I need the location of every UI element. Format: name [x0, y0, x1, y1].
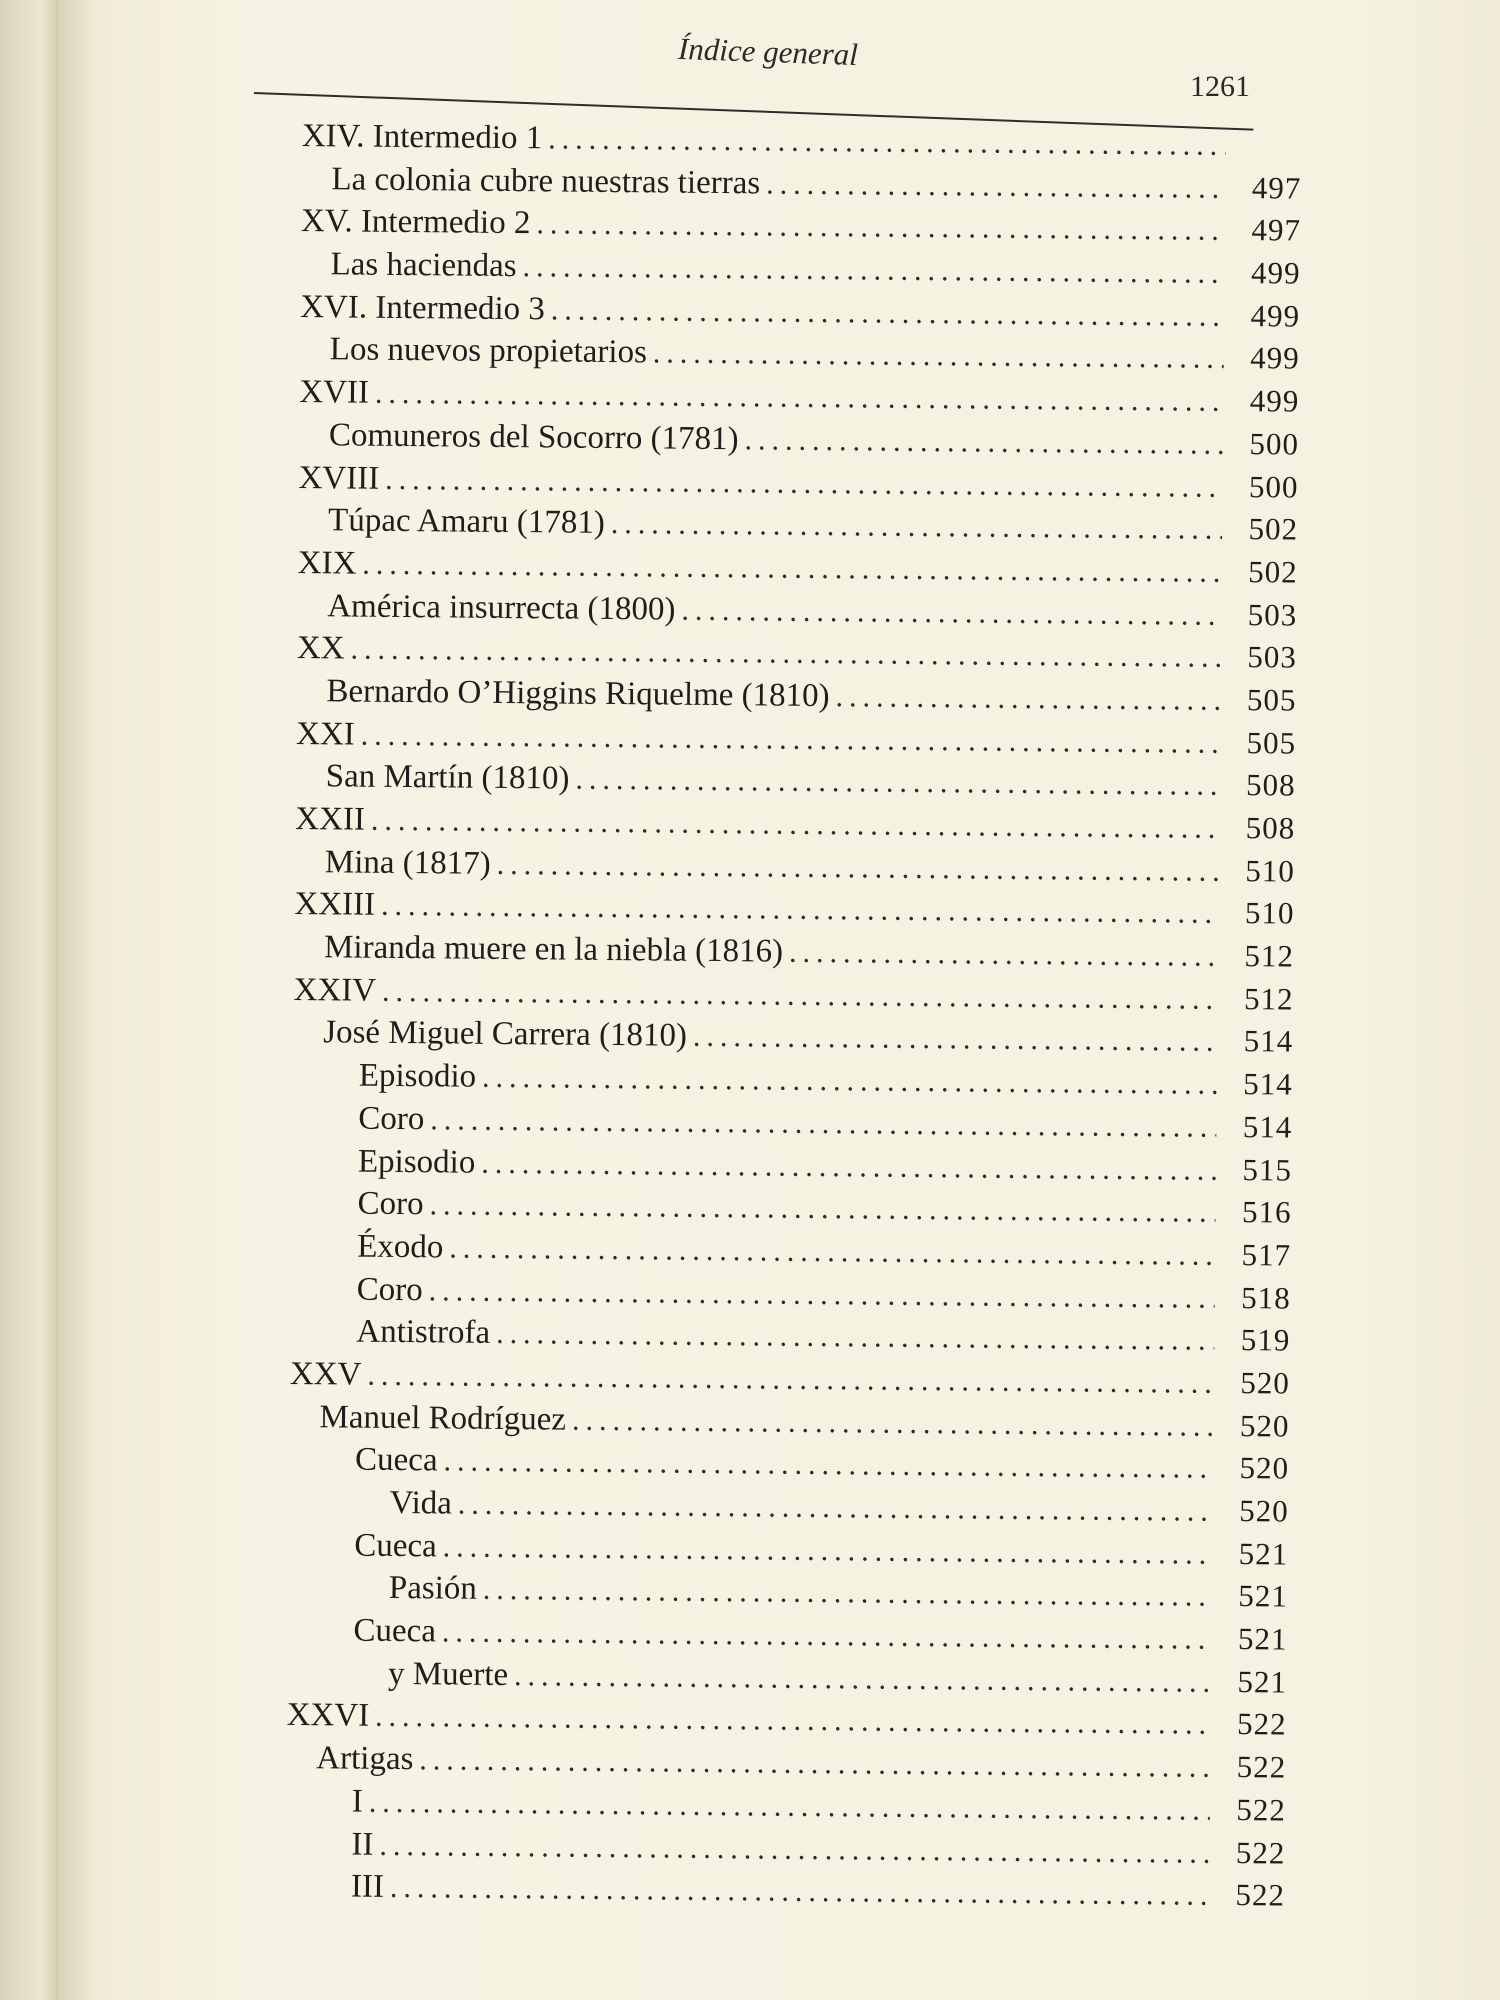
dot-leader	[744, 423, 1223, 462]
dot-leader	[350, 633, 1221, 675]
entry-title: Mina (1817)	[324, 843, 491, 882]
toc-entry	[285, 1868, 1285, 1920]
entry-title: XXI	[295, 715, 355, 753]
entry-page: 519	[1240, 1322, 1291, 1358]
entry-title: XIV. Intermedio 1	[301, 118, 543, 157]
entry-title: y Muerte	[387, 1655, 509, 1693]
entry-page: 515	[1242, 1151, 1293, 1188]
entry-title: I	[351, 1783, 364, 1820]
dot-leader	[390, 1871, 1209, 1913]
dot-leader	[362, 547, 1222, 589]
entry-page: 503	[1247, 639, 1298, 675]
entry-page: 497	[1251, 212, 1302, 248]
entry-title: Éxodo	[356, 1228, 444, 1266]
entry-title: XV. Intermedio 2	[300, 203, 531, 242]
entry-page: 505	[1246, 682, 1297, 718]
entry-title: XXIII	[294, 886, 376, 924]
entry-title: III	[350, 1868, 385, 1906]
dot-leader	[361, 718, 1221, 760]
dot-leader	[575, 763, 1219, 803]
entry-title: XXV	[289, 1355, 362, 1393]
dot-leader	[429, 1274, 1215, 1316]
entry-title: América insurrecta (1800)	[327, 587, 676, 628]
entry-page: 508	[1245, 810, 1296, 846]
dot-leader	[766, 167, 1225, 205]
dot-leader	[693, 1020, 1217, 1059]
dot-leader	[496, 1317, 1214, 1358]
dot-leader	[681, 593, 1221, 632]
dot-leader	[789, 936, 1218, 974]
entry-page: 499	[1250, 297, 1301, 334]
dot-leader	[442, 1615, 1212, 1656]
entry-page: 502	[1248, 511, 1299, 547]
dot-leader	[572, 1403, 1214, 1443]
entry-title: XX	[296, 630, 345, 667]
entry-page: 512	[1244, 938, 1295, 974]
entry-title: Episodio	[357, 1143, 476, 1181]
entry-page: 521	[1237, 1663, 1288, 1700]
entry-title: Pasión	[388, 1570, 478, 1608]
entry-page: 514	[1243, 1066, 1293, 1102]
entry-page: 503	[1247, 596, 1298, 633]
dot-leader	[522, 250, 1224, 291]
dot-leader	[551, 293, 1225, 333]
entry-page: 522	[1236, 1749, 1287, 1785]
entry-title: Comuneros del Socorro (1781)	[328, 417, 739, 458]
entry-title: La colonia cubre nuestras tierras	[331, 160, 761, 202]
dot-leader	[429, 1188, 1215, 1230]
entry-title: Vida	[389, 1484, 453, 1522]
dot-leader	[835, 680, 1220, 718]
dot-leader	[497, 848, 1219, 889]
dot-leader	[536, 208, 1225, 249]
dot-leader	[481, 1146, 1216, 1187]
entry-title: XXVI	[286, 1697, 370, 1735]
dot-leader	[483, 1573, 1212, 1614]
entry-page: 514	[1242, 1108, 1293, 1145]
entry-page: 500	[1249, 425, 1300, 462]
entry-title: Antistrofa	[356, 1313, 491, 1352]
dot-leader	[449, 1231, 1215, 1272]
dot-leader	[514, 1659, 1211, 1700]
entry-page: 520	[1239, 1493, 1289, 1529]
entry-page: 500	[1248, 468, 1299, 505]
table-of-contents	[285, 118, 1302, 1920]
dot-leader	[379, 1828, 1209, 1870]
entry-title: XIX	[297, 544, 357, 582]
entry-page: 522	[1236, 1706, 1287, 1742]
entry-title: XXII	[295, 800, 366, 838]
entry-page: 510	[1244, 895, 1295, 931]
dot-leader	[381, 889, 1219, 931]
entry-title: Cueca	[353, 1612, 437, 1650]
entry-page: 522	[1235, 1877, 1286, 1913]
book-page	[58, 0, 1500, 2000]
entry-title: XVIII	[298, 459, 380, 497]
entry-page: 522	[1236, 1791, 1286, 1828]
entry-title: Túpac Amaru (1781)	[327, 502, 606, 542]
entry-page: 518	[1241, 1279, 1291, 1316]
page-number: 1261	[1190, 70, 1250, 103]
dot-leader	[443, 1530, 1213, 1571]
entry-title: Cueca	[354, 1441, 438, 1479]
entry-page: 520	[1239, 1450, 1290, 1486]
dot-leader	[367, 1359, 1214, 1401]
dot-leader	[482, 1061, 1217, 1102]
entry-page: 521	[1237, 1621, 1288, 1657]
facing-page-edge	[0, 0, 60, 2000]
dot-leader	[382, 975, 1218, 1017]
dot-leader	[653, 337, 1224, 376]
entry-page: 499	[1250, 255, 1301, 291]
entry-title: II	[351, 1826, 374, 1863]
entry-title: Las haciendas	[330, 246, 517, 285]
entry-page: 521	[1238, 1535, 1289, 1572]
entry-page: 520	[1240, 1365, 1291, 1401]
dot-leader	[443, 1445, 1213, 1486]
dot-leader	[369, 1786, 1210, 1828]
entry-page: 502	[1248, 553, 1298, 590]
dot-leader	[548, 122, 1226, 163]
entry-title: San Martín (1810)	[325, 758, 570, 797]
dot-leader	[611, 507, 1223, 547]
entry-title: Episodio	[358, 1057, 477, 1095]
entry-title: Coro	[357, 1185, 424, 1223]
entry-page: 508	[1245, 767, 1296, 803]
dot-leader	[375, 377, 1224, 419]
entry-page: 522	[1235, 1834, 1286, 1871]
entry-page: 510	[1245, 852, 1295, 889]
entry-title: XVI. Intermedio 3	[300, 288, 546, 328]
entry-title: Coro	[356, 1271, 423, 1308]
running-header-title: Índice general	[677, 30, 859, 73]
entry-page: 505	[1246, 724, 1297, 761]
dot-leader	[371, 804, 1220, 846]
entry-page: 514	[1243, 1023, 1294, 1059]
dot-leader	[375, 1700, 1211, 1742]
entry-title: Artigas	[316, 1740, 414, 1778]
entry-page: 517	[1241, 1236, 1292, 1273]
dot-leader	[419, 1743, 1210, 1785]
dot-leader	[385, 462, 1223, 504]
entry-page: 520	[1239, 1407, 1290, 1444]
entry-page: 499	[1249, 383, 1300, 419]
entry-page: 521	[1238, 1578, 1289, 1614]
entry-title: José Miguel Carrera (1810)	[323, 1014, 688, 1055]
entry-title: XXIV	[293, 971, 377, 1009]
dot-leader	[458, 1488, 1213, 1529]
entry-page	[1232, 155, 1302, 156]
entry-title: Los nuevos propietarios	[329, 331, 648, 371]
dot-leader	[430, 1103, 1216, 1145]
entry-page: 499	[1250, 340, 1300, 377]
entry-title: Bernardo O’Higgins Riquelme (1810)	[326, 673, 830, 715]
entry-title: Coro	[358, 1100, 425, 1138]
entry-title: Manuel Rodríguez	[319, 1398, 567, 1438]
entry-title: Miranda muere en la niebla (1816)	[323, 929, 784, 970]
entry-title: Cueca	[354, 1527, 437, 1565]
entry-title: XVII	[299, 374, 370, 411]
entry-page: 512	[1243, 980, 1294, 1017]
entry-page: 516	[1241, 1194, 1292, 1230]
entry-page: 497	[1251, 169, 1302, 206]
